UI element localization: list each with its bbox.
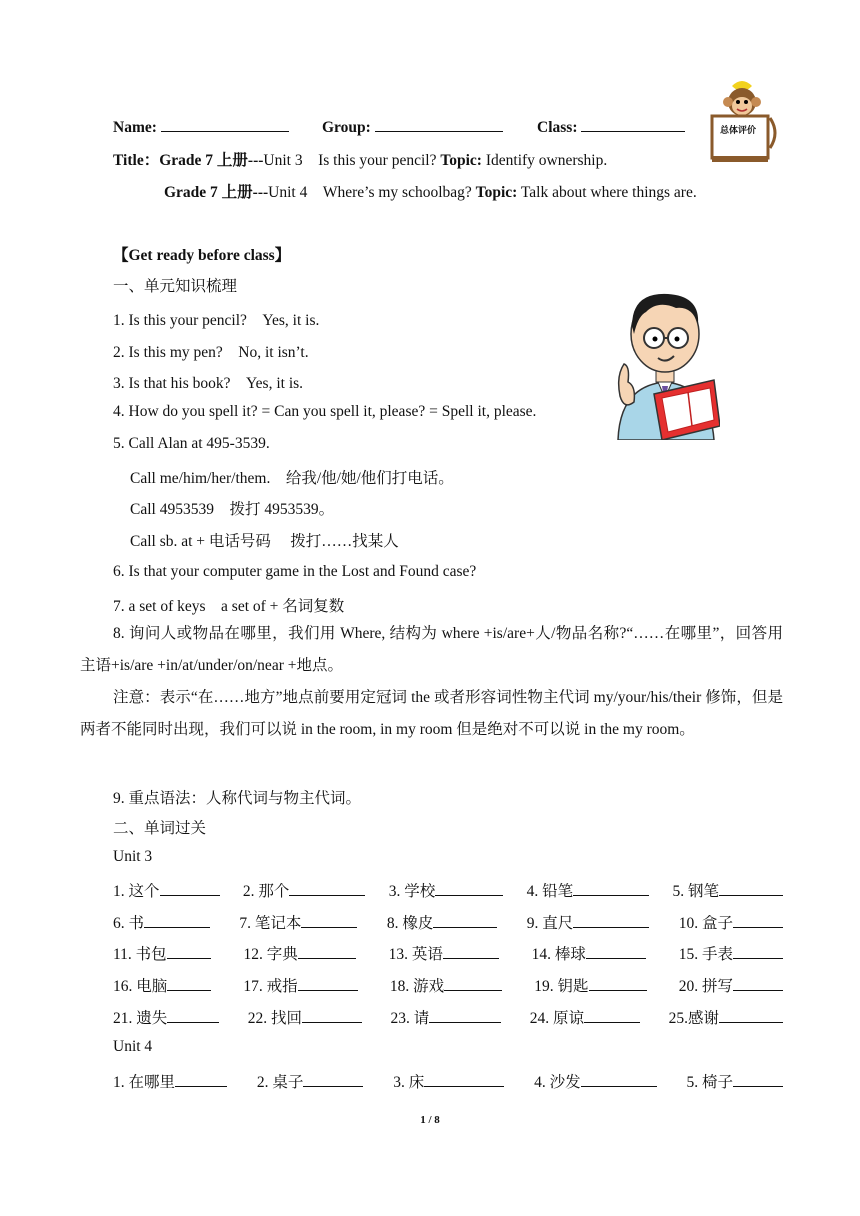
- unit4-label: Unit 4: [113, 1038, 153, 1055]
- unit3-topic: Identify ownership.: [485, 152, 608, 169]
- grade-prefix: Grade 7 上册---: [159, 152, 264, 169]
- knowledge-line-4: 4. How do you spell it? = Can you spell it, please? = Spell it, please.: [113, 403, 537, 420]
- vocab-blank[interactable]: [719, 881, 783, 896]
- group-blank: [375, 117, 503, 132]
- vocab-item: 2. 那个: [243, 879, 366, 901]
- vocab-row: [113, 974, 783, 996]
- vocab-blank[interactable]: [303, 1072, 363, 1087]
- vocab-row: [113, 879, 783, 901]
- vocab-row: [113, 1006, 783, 1028]
- vocab-blank[interactable]: [167, 976, 211, 991]
- topic-label: Topic:: [440, 152, 482, 169]
- vocab-item: 20. 拼写: [679, 974, 783, 996]
- vocab-blank[interactable]: [433, 913, 497, 928]
- vocab-item: 1. 在哪里: [113, 1070, 227, 1092]
- vocab-row: [113, 942, 783, 964]
- knowledge-line-1: 1. Is this your pencil? Yes, it is.: [113, 312, 320, 329]
- vocab-blank[interactable]: [298, 976, 358, 991]
- vocab-item: 5. 椅子: [686, 1070, 783, 1092]
- vocab-item: 10. 盒子: [679, 911, 783, 933]
- monkey-icon: [704, 78, 780, 166]
- knowledge-line-6: 6. Is that your computer game in the Lost and Found case?: [113, 563, 477, 580]
- name-blank: [161, 117, 289, 132]
- vocab-item: 18. 游戏: [390, 974, 502, 996]
- vocab-row: [113, 1070, 783, 1092]
- vocab-blank[interactable]: [301, 913, 357, 928]
- title-line-unit4: [164, 180, 697, 202]
- teacher-illustration: [610, 286, 720, 440]
- unit3-label: Unit 3: [113, 848, 153, 865]
- name-label-row: [113, 117, 289, 137]
- vocab-item: 3. 床: [393, 1070, 504, 1092]
- unit4-topic: Talk about where things are.: [520, 184, 697, 201]
- vocab-blank[interactable]: [584, 1008, 640, 1023]
- vocab-item: 8. 橡皮: [387, 911, 498, 933]
- vocab-item: 2. 桌子: [257, 1070, 364, 1092]
- badge-text: 总体评价: [720, 126, 757, 136]
- grade-prefix-2: Grade 7 上册---: [164, 184, 269, 201]
- vocab-item: 4. 沙发: [534, 1070, 657, 1092]
- vocab-item: 11. 书包: [113, 942, 211, 964]
- vocab-item: 4. 铅笔: [527, 879, 650, 901]
- title-line-unit3: [113, 148, 607, 170]
- vocab-item: 19. 钥匙: [534, 974, 646, 996]
- part2-title: 二、单词过关: [113, 820, 207, 837]
- vocab-item: 6. 书: [113, 911, 210, 933]
- vocab-blank[interactable]: [573, 881, 649, 896]
- vocab-item: 23. 请: [391, 1006, 502, 1028]
- vocab-blank[interactable]: [435, 881, 503, 896]
- vocab-item: 15. 手表: [679, 942, 783, 964]
- knowledge-line-5c: Call sb. at + 电话号码 拨打……找某人: [130, 533, 399, 550]
- vocab-blank[interactable]: [302, 1008, 362, 1023]
- topic-label-2: Topic:: [475, 184, 518, 201]
- class-label-row: [537, 117, 685, 137]
- unit3-title: Unit 3 Is this your pencil?: [263, 152, 437, 169]
- knowledge-line-8: 8. 询问人或物品在哪里，我们用 Where, 结构为 where +is/are+人/物品名称?“……在哪里”，回答用主语+is/are +in/at/under/on/near +地点。: [80, 625, 783, 674]
- section-title: 【Get ready before class】: [113, 247, 291, 264]
- unit4-title: Unit 4 Where’s my schoolbag?: [268, 184, 472, 201]
- knowledge-line-9: 9. 重点语法：人称代词与物主代词。: [113, 790, 362, 807]
- knowledge-line-7: 7. a set of keys a set of + 名词复数: [113, 598, 345, 615]
- vocab-blank[interactable]: [733, 944, 783, 959]
- vocab-blank[interactable]: [589, 976, 647, 991]
- page-number: 1 / 8: [420, 1114, 440, 1126]
- vocab-blank[interactable]: [719, 1008, 783, 1023]
- title-label: Title：: [113, 152, 160, 169]
- vocab-row: [113, 911, 783, 933]
- vocab-item: 5. 钢笔: [672, 879, 783, 901]
- name-label: Name:: [113, 119, 157, 136]
- vocab-blank[interactable]: [733, 913, 783, 928]
- knowledge-line-5: 5. Call Alan at 495-3539.: [113, 435, 270, 452]
- vocab-blank[interactable]: [443, 944, 499, 959]
- vocab-item: 21. 遗失: [113, 1006, 219, 1028]
- vocab-blank[interactable]: [429, 1008, 501, 1023]
- vocab-blank[interactable]: [144, 913, 210, 928]
- knowledge-line-5b: Call 4953539 拨打 4953539。: [130, 501, 335, 518]
- group-label: Group:: [322, 119, 371, 136]
- knowledge-note: 注意：表示“在……地方”地点前要用定冠词 the 或者形容词性物主代词 my/your/his/their 修饰，但是两者不能同时出现，我们可以说 in the room, in my room 但是绝对不可以说 in the my room。: [80, 689, 783, 738]
- monkey-evaluation-badge: [704, 78, 780, 166]
- vocab-blank[interactable]: [298, 944, 356, 959]
- vocab-blank[interactable]: [160, 881, 220, 896]
- vocab-item: 9. 直尺: [527, 911, 650, 933]
- vocab-item: 16. 电脑: [113, 974, 211, 996]
- vocab-blank[interactable]: [586, 944, 646, 959]
- vocab-item: 14. 棒球: [532, 942, 646, 964]
- knowledge-line-5a: Call me/him/her/them. 给我/他/她/他们打电话。: [130, 470, 454, 487]
- class-label: Class:: [537, 119, 578, 136]
- vocab-item: 13. 英语: [389, 942, 499, 964]
- vocab-item: 24. 原谅: [530, 1006, 640, 1028]
- vocab-blank[interactable]: [167, 1008, 219, 1023]
- vocab-blank[interactable]: [573, 913, 649, 928]
- vocab-item: 7. 笔记本: [239, 911, 357, 933]
- teacher-reading-icon: [610, 286, 720, 440]
- vocab-item: 22. 找回: [248, 1006, 362, 1028]
- group-label-row: [322, 117, 503, 137]
- vocab-blank[interactable]: [424, 1072, 504, 1087]
- vocab-item: 1. 这个: [113, 879, 220, 901]
- vocab-blank[interactable]: [733, 1072, 783, 1087]
- vocab-blank[interactable]: [289, 881, 365, 896]
- part1-title: 一、单元知识梳理: [113, 278, 238, 295]
- vocab-blank[interactable]: [175, 1072, 227, 1087]
- vocab-item: 25.感谢: [669, 1006, 783, 1028]
- vocab-item: 17. 戒指: [243, 974, 357, 996]
- vocab-blank[interactable]: [733, 976, 783, 991]
- knowledge-line-3: 3. Is that his book? Yes, it is.: [113, 375, 304, 392]
- vocab-blank[interactable]: [444, 976, 502, 991]
- vocab-blank[interactable]: [581, 1072, 657, 1087]
- vocab-blank[interactable]: [167, 944, 211, 959]
- knowledge-line-2: 2. Is this my pen? No, it isn’t.: [113, 344, 309, 361]
- vocab-item: 12. 字典: [244, 942, 356, 964]
- vocab-item: 3. 学校: [389, 879, 504, 901]
- class-blank: [581, 117, 685, 132]
